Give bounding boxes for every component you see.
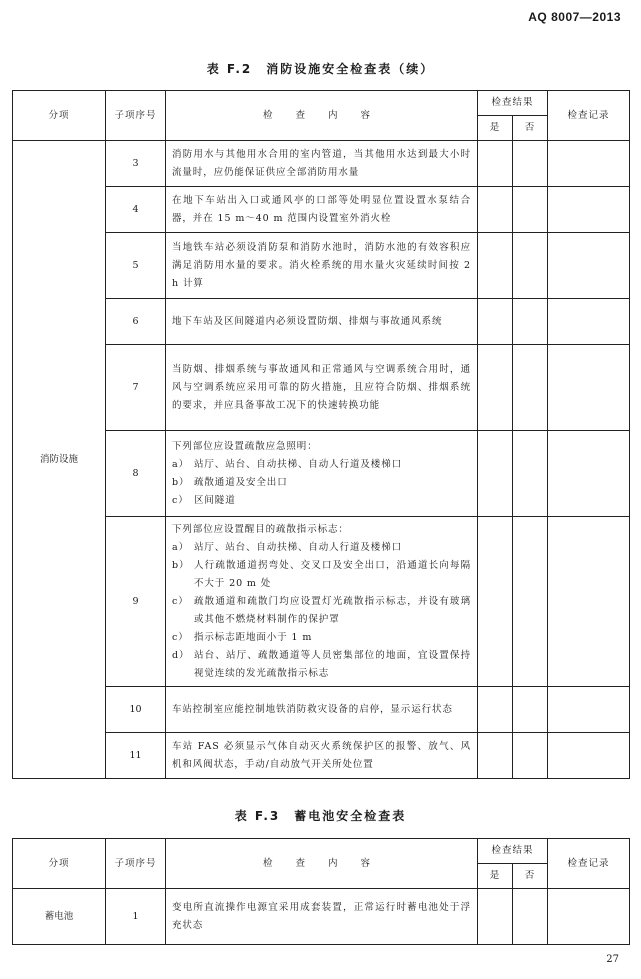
sub-item-number: 10 — [106, 687, 166, 733]
header-sub-no: 子项序号 — [106, 91, 166, 141]
result-yes-cell[interactable] — [478, 141, 513, 187]
result-yes-cell[interactable] — [478, 431, 513, 517]
header-record: 检查记录 — [548, 91, 630, 141]
item-text: 指示标志距地面小于 1 m — [194, 631, 313, 643]
header-result: 检查结果 — [478, 839, 548, 864]
header-sub-no: 子项序号 — [106, 839, 166, 889]
table-row — [13, 345, 630, 431]
header-yes: 是 — [478, 116, 513, 141]
item-label: b） — [172, 476, 190, 488]
record-cell[interactable] — [548, 233, 630, 299]
table-row — [13, 299, 630, 345]
item-label: c） — [172, 494, 189, 506]
content-item — [172, 557, 471, 593]
check-content — [166, 889, 478, 945]
page-number: 27 — [606, 954, 619, 965]
header-no: 否 — [513, 116, 548, 141]
sub-item-number: 1 — [106, 889, 166, 945]
item-text: 区间隧道 — [194, 494, 236, 506]
content-item — [172, 647, 471, 683]
item-text: 站厅、站台、自动扶梯、自动人行道及楼梯口 — [194, 541, 403, 553]
sub-item-number: 3 — [106, 141, 166, 187]
table-row — [13, 889, 630, 945]
check-content — [166, 233, 478, 299]
result-no-cell[interactable] — [513, 141, 548, 187]
header-category: 分项 — [13, 839, 106, 889]
item-label: d） — [172, 649, 190, 661]
result-yes-cell[interactable] — [478, 733, 513, 779]
record-cell[interactable] — [548, 187, 630, 233]
content-line: 车站控制室应能控制地铁消防救灾设备的启停，显示运行状态 — [172, 703, 453, 715]
result-no-cell[interactable] — [513, 733, 548, 779]
item-text: 疏散通道和疏散门均应设置灯光疏散指示标志，并设有玻璃或其他不燃烧材料制作的保护罩 — [194, 595, 471, 625]
item-text: 站台、站厅、疏散通道等人员密集部位的地面，宜设置保持视觉连续的发光疏散指示标志 — [194, 649, 471, 679]
header-no: 否 — [513, 864, 548, 889]
item-text: 人行疏散通道拐弯处、交叉口及安全出口，沿通道长向每隔不大于 20 m 处 — [194, 559, 471, 589]
content-line: 当地铁车站必须设消防泵和消防水池时，消防水池的有效容积应满足消防用水量的要求。消火栓系统的用水量火灾延续时间按 2 h 计算 — [172, 241, 471, 289]
item-label: a） — [172, 541, 189, 553]
item-label: a） — [172, 458, 189, 470]
header-record: 检查记录 — [548, 839, 630, 889]
sub-item-number: 8 — [106, 431, 166, 517]
content-line: 变电所直流操作电源宜采用成套装置，正常运行时蓄电池处于浮充状态 — [172, 901, 471, 931]
result-no-cell[interactable] — [513, 345, 548, 431]
table-f2-title: 表 F.2 消防设施安全检查表（续） — [206, 62, 435, 76]
content-line: 消防用水与其他用水合用的室内管道，当其他用水达到最大小时流量时，应仍能保证供应全部消防用水量 — [172, 148, 471, 178]
sub-item-number: 11 — [106, 733, 166, 779]
record-cell[interactable] — [548, 299, 630, 345]
content-item — [172, 629, 471, 647]
record-cell[interactable] — [548, 517, 630, 687]
result-no-cell[interactable] — [513, 431, 548, 517]
result-no-cell[interactable] — [513, 517, 548, 687]
content-line: 地下车站及区间隧道内必须设置防烟、排烟与事故通风系统 — [172, 315, 443, 327]
content-item — [172, 539, 471, 557]
result-no-cell[interactable] — [513, 187, 548, 233]
table-row — [13, 233, 630, 299]
check-content — [166, 687, 478, 733]
item-label: c） — [172, 631, 189, 643]
result-yes-cell[interactable] — [478, 233, 513, 299]
content-line: 在地下车站出入口或通风亭的口部等处明显位置设置水泵结合器，并在 15 m～40 m 范围内设置室外消火栓 — [172, 194, 471, 224]
check-content — [166, 141, 478, 187]
record-cell[interactable] — [548, 733, 630, 779]
record-cell[interactable] — [548, 687, 630, 733]
check-content — [166, 299, 478, 345]
result-yes-cell[interactable] — [478, 889, 513, 945]
result-yes-cell[interactable] — [478, 299, 513, 345]
table-row — [13, 733, 630, 779]
result-yes-cell[interactable] — [478, 517, 513, 687]
table-row — [13, 187, 630, 233]
result-no-cell[interactable] — [513, 233, 548, 299]
result-yes-cell[interactable] — [478, 687, 513, 733]
record-cell[interactable] — [548, 345, 630, 431]
table-f2 — [12, 90, 630, 779]
table-row — [13, 687, 630, 733]
header-content: 检 查 内 容 — [166, 839, 478, 889]
table-f3 — [12, 838, 630, 945]
table-row — [13, 141, 630, 187]
header-yes: 是 — [478, 864, 513, 889]
standard-code: AQ 8007—2013 — [528, 10, 621, 24]
table-f3-title: 表 F.3 蓄电池安全检查表 — [234, 809, 407, 823]
header-content: 检 查 内 容 — [166, 91, 478, 141]
category-cell: 蓄电池 — [13, 889, 106, 945]
content-line: 当防烟、排烟系统与事故通风和正常通风与空调系统合用时，通风与空调系统应采用可靠的防火措施，且应符合防烟、排烟系统的要求，并应具备事故工况下的快速转换功能 — [172, 363, 471, 411]
content-item — [172, 492, 471, 510]
sub-item-number: 5 — [106, 233, 166, 299]
sub-item-number: 4 — [106, 187, 166, 233]
content-line: 车站 FAS 必须显示气体自动灭火系统保护区的报警、放气、风机和风阀状态，手动/自动放气开关所处位置 — [172, 740, 471, 770]
check-content — [166, 345, 478, 431]
result-yes-cell[interactable] — [478, 187, 513, 233]
check-content — [166, 431, 478, 517]
sub-item-number: 9 — [106, 517, 166, 687]
header-category: 分项 — [13, 91, 106, 141]
result-no-cell[interactable] — [513, 687, 548, 733]
sub-item-number: 7 — [106, 345, 166, 431]
table-row — [13, 431, 630, 517]
check-content — [166, 187, 478, 233]
category-cell: 消防设施 — [13, 141, 106, 779]
item-text: 站厅、站台、自动扶梯、自动人行道及楼梯口 — [194, 458, 403, 470]
table-row — [13, 517, 630, 687]
record-cell[interactable] — [548, 431, 630, 517]
record-cell[interactable] — [548, 141, 630, 187]
sub-item-number: 6 — [106, 299, 166, 345]
check-content — [166, 517, 478, 687]
content-item — [172, 474, 471, 492]
header-result: 检查结果 — [478, 91, 548, 116]
result-no-cell[interactable] — [513, 299, 548, 345]
content-intro: 下列部位应设置疏散应急照明： — [172, 440, 318, 452]
content-item — [172, 593, 471, 629]
result-yes-cell[interactable] — [478, 345, 513, 431]
item-label: c） — [172, 595, 189, 607]
check-content — [166, 733, 478, 779]
content-item — [172, 456, 471, 474]
content-intro: 下列部位应设置醒目的疏散指示标志： — [172, 523, 349, 535]
result-no-cell[interactable] — [513, 889, 548, 945]
item-label: b） — [172, 559, 190, 571]
item-text: 疏散通道及安全出口 — [194, 476, 288, 488]
record-cell[interactable] — [548, 889, 630, 945]
